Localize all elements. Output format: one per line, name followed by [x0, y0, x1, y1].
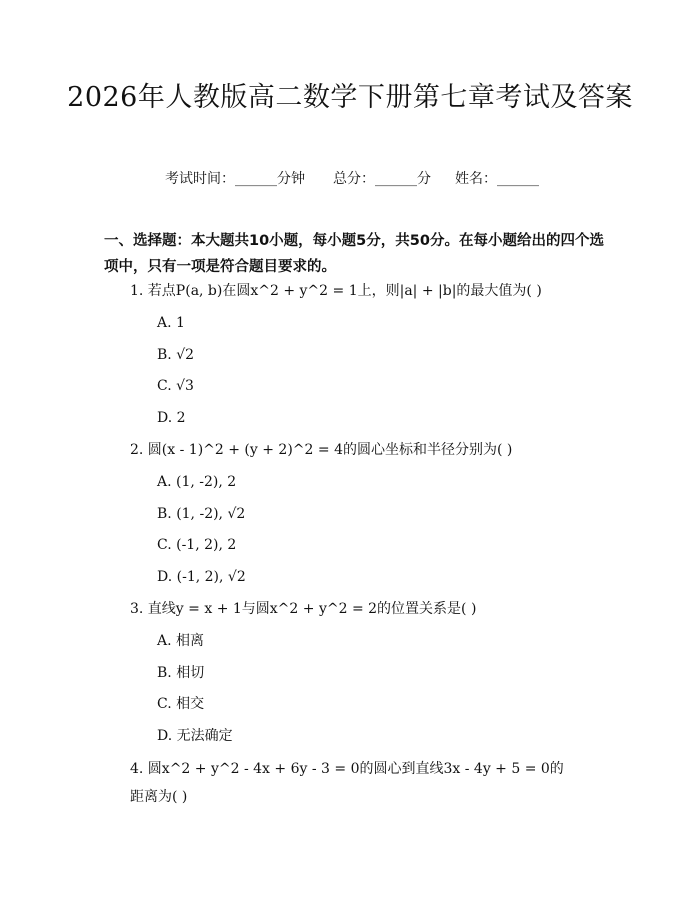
question-2-option-c: C. (-1, 2), 2 — [157, 537, 237, 553]
page-title: 2026年人教版高二数学下册第七章考试及答案 — [67, 82, 633, 113]
question-3: 3. 直线y = x + 1与圆x^2 + y^2 = 2的位置关系是( ) — [130, 601, 477, 617]
question-3-option-a: A. 相离 — [157, 633, 205, 649]
question-1-option-d: D. 2 — [157, 410, 186, 426]
question-4: 4. 圆x^2 + y^2 - 4x + 6y - 3 = 0的圆心到直线3x - 4y + 5 = 0的距离为( ) — [130, 761, 564, 805]
section-heading-multiple-choice: 一、选择题：本大题共10小题，每小题5分，共50分。在每小题给出的四个选项中，只有一项是符合题目要求的。 — [104, 233, 604, 275]
question-1-option-a: A. 1 — [157, 315, 185, 331]
student-name-field: 姓名：______ — [455, 171, 539, 187]
exam-time-field: 考试时间：______分钟 — [165, 171, 305, 187]
question-2-option-b: B. (1, -2), √2 — [157, 506, 246, 522]
question-3-option-c: C. 相交 — [157, 696, 205, 712]
question-2: 2. 圆(x - 1)^2 + (y + 2)^2 = 4的圆心坐标和半径分别为( ) — [130, 442, 513, 458]
total-score-field: 总分：______分 — [333, 171, 431, 187]
question-2-option-d: D. (-1, 2), √2 — [157, 569, 246, 585]
question-3-option-d: D. 无法确定 — [157, 728, 233, 744]
question-1: 1. 若点P(a, b)在圆x^2 + y^2 = 1上，则|a| + |b|的最大值为( ) — [130, 283, 542, 299]
question-3-option-b: B. 相切 — [157, 665, 205, 681]
question-2-option-a: A. (1, -2), 2 — [157, 474, 237, 490]
question-1-option-c: C. √3 — [157, 378, 194, 394]
question-1-option-b: B. √2 — [157, 347, 195, 363]
